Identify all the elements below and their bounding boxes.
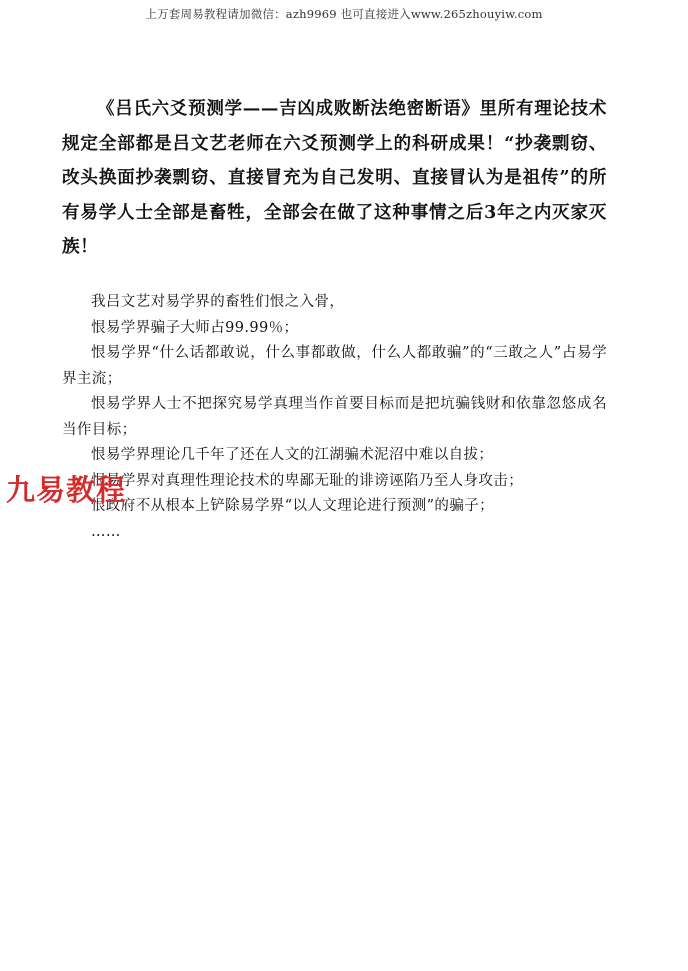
watermark-logo: 九易教程 — [6, 473, 127, 507]
statement-line: 我吕文艺对易学界的畜牲们恨之入骨， — [91, 294, 345, 310]
statement-line: 恨政府不从根本上铲除易学界“以人文理论进行预测”的骗子； — [91, 498, 495, 514]
statement-line: 恨易学界“什么话都敢说，什么事都敢做，什么人都敢骗”的“三敢之人”占易学界主流； — [62, 345, 607, 387]
header-note: 上万套周易教程请加微信：azh9969 也可直接进入www.265zhouyiw.com — [145, 7, 543, 21]
statement-ellipsis: …… — [91, 523, 121, 540]
statement-line: 恨易学界人士不把探究易学真理当作首要目标而是把坑骗钱财和依靠忽悠成名当作目标； — [62, 396, 607, 438]
statement-list — [62, 290, 607, 545]
statement-line: 恨易学界理论几千年了还在人文的江湖骗术泥沼中难以自拔； — [91, 447, 494, 463]
statement-line: 恨易学界骗子大师占99.99％； — [91, 319, 299, 336]
statement-line: 恨易学界对真理性理论技术的卑鄙无耻的诽谤诬陷乃至人身攻击； — [91, 472, 524, 489]
main-paragraph: 《吕氏六爻预测学——吉凶成败断法绝密断语》里所有理论技术规定全部都是吕文艺老师在六爻预测学上的科研成果！“抄袭剽窃、改头换面抄袭剽窃、直接冒充为自己发明、直接冒认为是祖传”的所有易学人士全部是畜牲，全部会在做了这种事情之后3年之内灭家灭族！ — [62, 99, 607, 257]
